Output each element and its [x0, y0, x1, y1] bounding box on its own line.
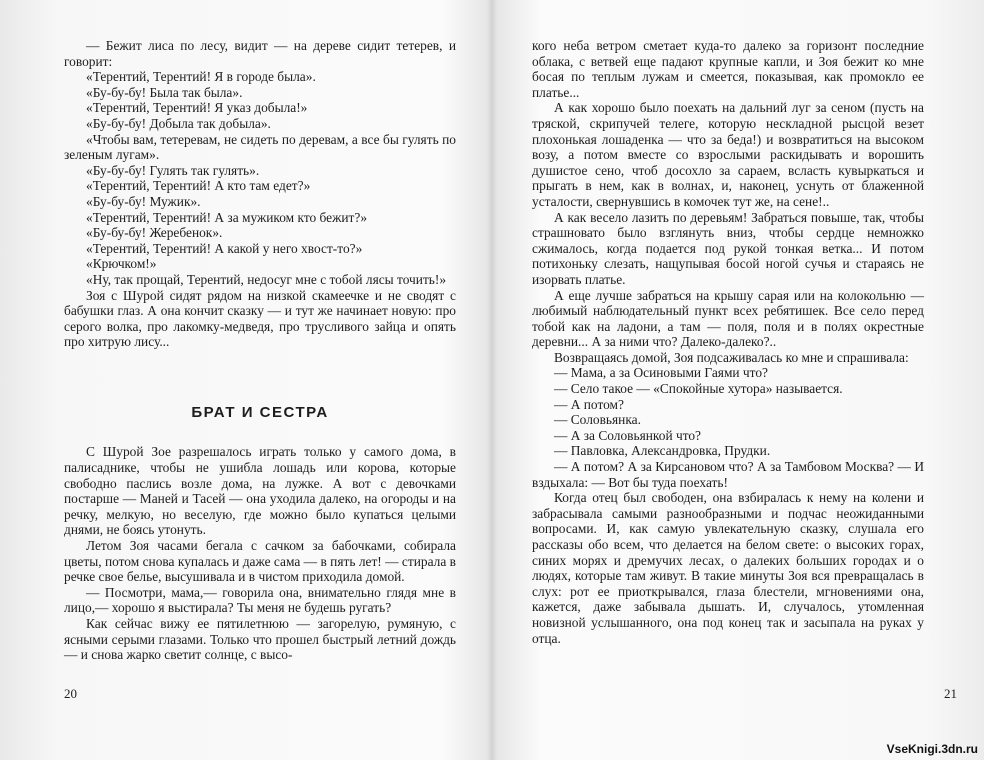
page-number: 20: [64, 686, 77, 701]
paragraph: — Мама, а за Осиновыми Гаями что?: [554, 365, 768, 381]
paragraph: «Терентий, Терентий! А кто там едет?»: [86, 178, 311, 194]
paragraph: — Село такое — «Спокойные хутора» называется.: [554, 381, 843, 397]
paragraph: Как сейчас вижу ее пятилетнюю — загорелую, румяную, с ясными серыми глазами. Только что прошел быстрый летний дождь — и снова жарко светит солнце, с высо-: [64, 616, 456, 663]
paragraph: «Бу-бу-бу! Мужик».: [86, 193, 201, 209]
paragraph: «Терентий, Терентий! А за мужиком кто бежит?»: [86, 209, 368, 225]
paragraph: — А за Соловьянкой что?: [554, 427, 702, 443]
section-heading: БРАТ И СЕСТРА: [191, 403, 329, 421]
paragraph: С Шурой Зое разрешалось играть только у самого дома, в палисаднике, чтобы не ушибла лошадь или корова, которые свободно паслись возле дома, на лужке. А вот с девочками постарше — Маней и Тасей — она уходила далеко, на огороды и на речку, мелкую, но веселую, где можно было купаться целыми днями, не боясь утонуть.: [64, 444, 456, 538]
paragraph: — Посмотри, мама,— говорила она, внимательно глядя мне в лицо,— хорошо я выстирала? Ты меня не будешь ругать?: [64, 584, 456, 616]
paragraph: А как хорошо было поехать на дальний луг за сеном (пусть на тряской, скрипучей телеге, которую нескладной рысцой везет плохонькая лошаденка — что за беда!) и возвратиться на высоком возу, а потом вместе со взрослыми раскидывать и ворошить душистое сено, чтоб досохло за сараем, всласть кувыркаться и прыгать в нем, как в волнах, и, наконец, уснуть от блаженной усталости, свернувшись в комочек тут же, на сене!..: [532, 100, 924, 209]
paragraph: Возвращаясь домой, Зоя подсаживалась ко мне и спрашивала:: [554, 349, 909, 365]
paragraph: — А потом?: [554, 396, 624, 412]
paragraph: — А потом? А за Кирсановом что? А за Тамбовом Москва? — И вздыхала: — Вот бы туда поехать!: [532, 459, 924, 490]
page-number: 21: [944, 686, 957, 701]
paragraph: «Чтобы вам, тетеревам, не сидеть по деревам, а все бы гулять по зеленым лугам».: [64, 131, 456, 163]
paragraph: «Бу-бу-бу! Гулять так гулять».: [86, 162, 260, 178]
paragraph: «Крючком!»: [86, 256, 157, 272]
paragraph: — Павловка, Александровка, Прудки.: [554, 443, 771, 459]
paragraph: А как весело лазить по деревьям! Забраться повыше, так, чтобы страшновато было взглянуть вниз, чтобы сердце немножко сжималось, когда подается под рукой тонкая ветка... И потом потихоньку слезать, нащупывая босой ногой сучья и стараясь не изорвать платье.: [532, 209, 924, 287]
paragraph: «Терентий, Терентий! А какой у него хвост-то?»: [86, 240, 363, 256]
paragraph: «Терентий, Терентий! Я указ добыла!»: [86, 100, 308, 116]
paragraph: «Ну, так прощай, Терентий, недосуг мне с тобой лясы точить!»: [86, 271, 447, 287]
paragraph: — Бежит лиса по лесу, видит — на дереве сидит тетерев, и говорит:: [64, 38, 456, 69]
paragraph: Летом Зоя часами бегала с сачком за бабочками, собирала цветы, потом снова купалась и даже сама — в пять лет! — стирала в речке свое белье, высушивала и в чистом приходила домой.: [64, 538, 456, 585]
paragraph: А еще лучше забраться на крышу сарая или на колокольню — любимый наблюдательный пункт всех ребятишек. Все село перед тобой как на ладони, а там — поля, поля и в полях окрестные деревни... А за ними что? Далеко-далеко?..: [532, 287, 924, 350]
site-watermark: VseKnigi.3dn.ru: [886, 742, 978, 756]
left-text-column: [64, 38, 456, 663]
paragraph: кого неба ветром сметает куда-то далеко за горизонт последние облака, с ветвей еще падают крупные капли, и Зоя бежит ко мне босая по теплым лужам и смеется, показывая, как промокло ее платье...: [532, 38, 924, 100]
paragraph: Когда отец был свободен, она взбиралась к нему на колени и забрасывала самыми разнообразными и подчас неожиданными вопросами. И, как самую увлекательную сказку, слушала его рассказы обо всем, что делается на белом свете: о высоких горах, синих морях и дремучих лесах, о далеких больших городах и о людях, которые там живут. В такие минуты Зоя вся превращалась в слух: рот ее приоткрывался, глаза блестели, мгновениями она, кажется, даже забывала дышать. И, случалось, утомленная новизной услышанного, она под конец так и засыпала на руках у отца.: [532, 490, 924, 646]
paragraph: «Бу-бу-бу! Добыла так добыла».: [86, 115, 271, 131]
paragraph: «Терентий, Терентий! Я в городе была».: [86, 69, 316, 85]
paragraph: Зоя с Шурой сидят рядом на низкой скамеечке и не сводят с бабушки глаз. А она кончит сказку — и тут же начинает новую: про серого волка, про лакомку-медведя, про трусливого зайца и опять про хитрую лису...: [64, 287, 456, 350]
paragraph: «Бу-бу-бу! Жеребенок».: [86, 225, 223, 241]
right-text-column: [532, 38, 924, 646]
paragraph: «Бу-бу-бу! Была так была».: [86, 84, 243, 100]
paragraph: — Соловьянка.: [554, 412, 641, 428]
right-page: [492, 0, 984, 760]
